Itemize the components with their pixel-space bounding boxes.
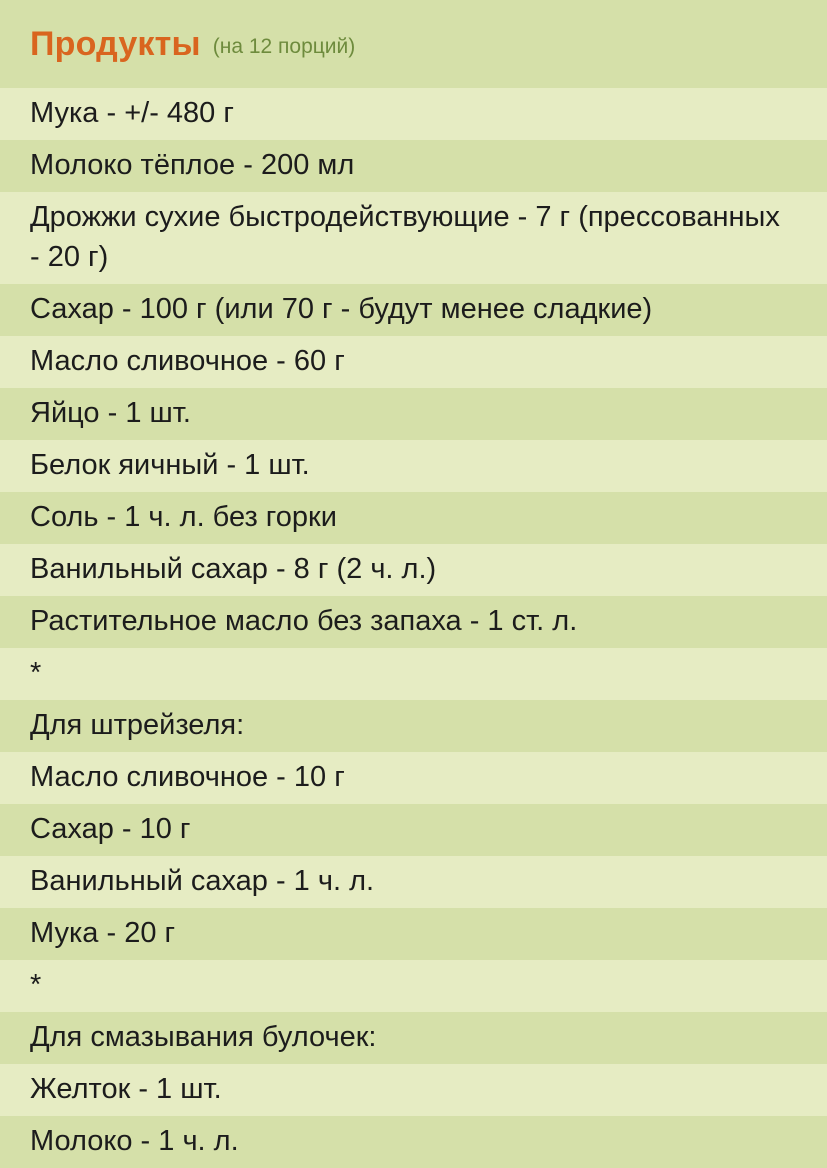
ingredient-item: Соль - 1 ч. л. без горки [0,492,827,544]
ingredient-list [0,88,827,1168]
ingredient-item: Мука - 20 г [0,908,827,960]
ingredient-item: Ванильный сахар - 1 ч. л. [0,856,827,908]
ingredient-item: Белок яичный - 1 шт. [0,440,827,492]
page-title: Продукты [30,24,201,63]
ingredient-item: Дрожжи сухие быстродействующие - 7 г (прессованных - 20 г) [0,192,827,284]
section-heading: Для штрейзеля: [0,700,827,752]
servings-label: (на 12 порций) [212,35,356,58]
section-heading: Для смазывания булочек: [0,1012,827,1064]
ingredient-item: Масло сливочное - 10 г [0,752,827,804]
ingredients-header [0,0,827,88]
section-separator: * [0,648,827,700]
ingredient-item: Желток - 1 шт. [0,1064,827,1116]
ingredient-item: Молоко - 1 ч. л. [0,1116,827,1168]
ingredient-item: Мука - +/- 480 г [0,88,827,140]
ingredient-item: Сахар - 100 г (или 70 г - будут менее сладкие) [0,284,827,336]
ingredient-item: Растительное масло без запаха - 1 ст. л. [0,596,827,648]
ingredient-item: Ванильный сахар - 8 г (2 ч. л.) [0,544,827,596]
ingredient-item: Масло сливочное - 60 г [0,336,827,388]
section-separator: * [0,960,827,1012]
ingredient-item: Яйцо - 1 шт. [0,388,827,440]
ingredient-item: Молоко тёплое - 200 мл [0,140,827,192]
ingredient-item: Сахар - 10 г [0,804,827,856]
